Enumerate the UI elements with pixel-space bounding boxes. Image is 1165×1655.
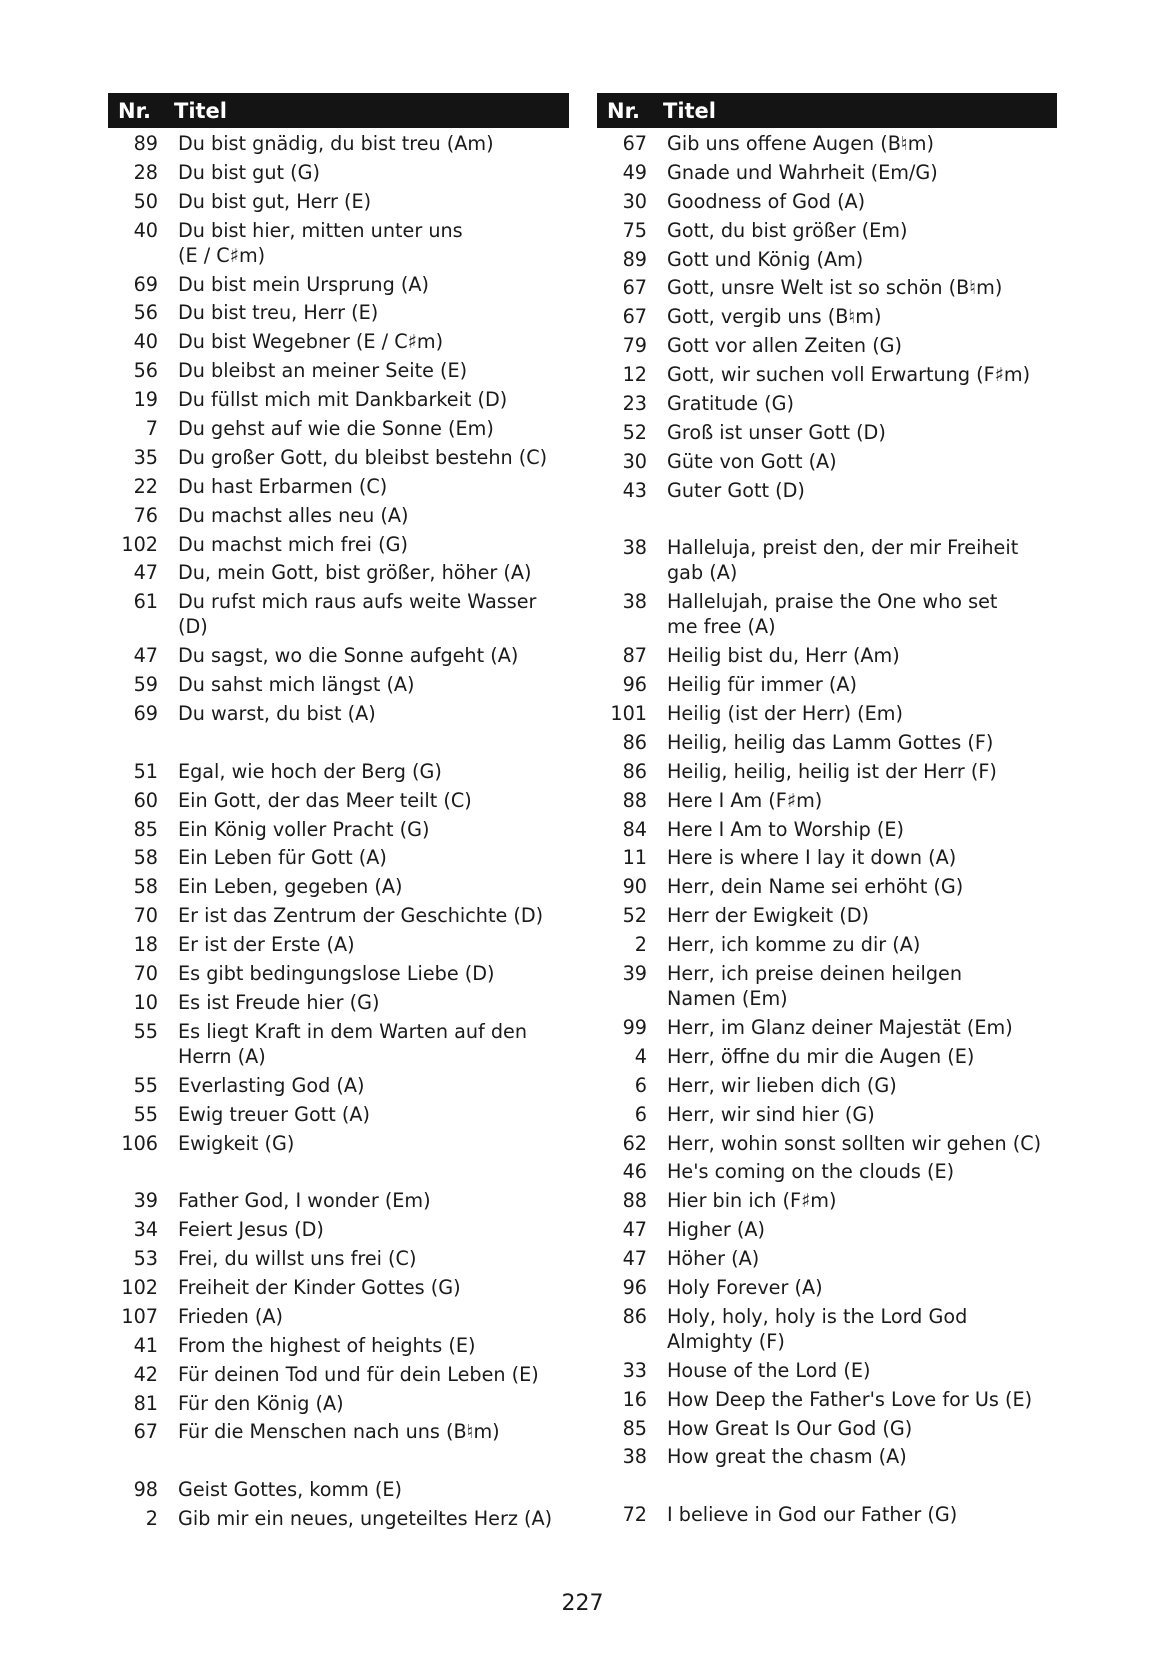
song-number: 2 <box>634 933 647 957</box>
song-number: 52 <box>622 904 647 928</box>
section-gap <box>597 507 1057 536</box>
song-number: 51 <box>133 759 158 783</box>
index-entry <box>108 759 569 784</box>
song-number: 89 <box>622 247 647 271</box>
song-title: Es gibt bedingungslose Liebe (D) <box>178 962 495 986</box>
song-title: Hallelujah, praise the One who set me free (A) <box>667 590 998 639</box>
song-title: Gott, unsre Welt ist so schön (B♮m) <box>667 276 1003 300</box>
song-number: 89 <box>133 132 158 155</box>
song-number: 18 <box>133 933 158 957</box>
index-entry <box>597 759 1057 784</box>
song-title: Es ist Freude hier (G) <box>178 990 380 1014</box>
index-entry <box>108 788 569 813</box>
song-number: 47 <box>622 1247 647 1271</box>
section-gap <box>597 1473 1057 1502</box>
index-entry <box>597 1246 1057 1271</box>
index-entry <box>108 1188 569 1213</box>
song-number: 88 <box>622 1189 647 1213</box>
index-entry <box>597 478 1057 503</box>
index-entry <box>597 1358 1057 1383</box>
header-nr: Nr. <box>607 98 640 123</box>
song-title: Holy Forever (A) <box>667 1275 823 1299</box>
song-number: 41 <box>133 1333 158 1357</box>
song-title: Herr, ich preise deinen heilgen Namen (Em) <box>667 962 963 1011</box>
index-entry <box>108 1246 569 1271</box>
song-title: Du bist gnädig, du bist treu (Am) <box>178 132 494 155</box>
index-entry <box>108 329 569 354</box>
index-entry <box>108 672 569 697</box>
song-number: 46 <box>622 1160 647 1184</box>
song-number: 38 <box>622 536 647 560</box>
index-entry <box>597 874 1057 899</box>
index-entry <box>597 1217 1057 1242</box>
song-number: 42 <box>133 1362 158 1386</box>
header-nr: Nr. <box>118 98 151 123</box>
song-number: 16 <box>622 1387 647 1411</box>
song-number: 33 <box>622 1358 647 1382</box>
section-gap <box>108 1159 569 1188</box>
song-number: 47 <box>622 1218 647 1242</box>
index-entry <box>597 1102 1057 1127</box>
column-header <box>108 93 569 128</box>
song-title: Du warst, du bist (A) <box>178 702 376 726</box>
index-entry <box>108 503 569 528</box>
index-entry <box>108 218 569 268</box>
song-number: 11 <box>622 846 647 870</box>
song-number: 40 <box>133 218 158 242</box>
index-column-left <box>108 93 569 1535</box>
index-entry <box>597 1159 1057 1184</box>
song-title: Du hast Erbarmen (C) <box>178 474 388 498</box>
index-entry <box>108 874 569 899</box>
song-number: 6 <box>634 1073 647 1097</box>
song-number: 67 <box>622 132 647 155</box>
song-title: Here is where I lay it down (A) <box>667 846 957 870</box>
song-number: 85 <box>133 817 158 841</box>
index-entry <box>108 1217 569 1242</box>
song-number: 84 <box>622 817 647 841</box>
song-number: 67 <box>622 276 647 300</box>
index-entry <box>597 420 1057 445</box>
index-entry <box>597 845 1057 870</box>
song-title: Du füllst mich mit Dankbarkeit (D) <box>178 388 508 412</box>
song-number: 56 <box>133 359 158 383</box>
song-title: Du bist mein Ursprung (A) <box>178 272 429 296</box>
song-number: 61 <box>133 590 158 614</box>
song-title: Hier bin ich (F♯m) <box>667 1189 837 1213</box>
index-entry <box>597 333 1057 358</box>
song-title: How great the chasm (A) <box>667 1445 907 1469</box>
song-number: 62 <box>622 1131 647 1155</box>
song-number: 19 <box>133 388 158 412</box>
index-entry <box>597 1073 1057 1098</box>
song-number: 47 <box>133 561 158 585</box>
song-title: Ein König voller Pracht (G) <box>178 817 430 841</box>
index-entry <box>597 362 1057 387</box>
song-title: Du sahst mich längst (A) <box>178 673 415 697</box>
index-entry <box>597 1131 1057 1156</box>
song-title: Father God, I wonder (Em) <box>178 1189 431 1213</box>
index-entry <box>108 589 569 639</box>
song-title: Du bist gut, Herr (E) <box>178 189 372 213</box>
song-number: 7 <box>145 417 158 441</box>
song-number: 34 <box>133 1218 158 1242</box>
index-entry <box>597 1188 1057 1213</box>
song-title: Heilig (ist der Herr) (Em) <box>667 702 903 726</box>
index-entry <box>597 391 1057 416</box>
song-number: 102 <box>121 1275 158 1299</box>
column-header <box>597 93 1057 128</box>
song-title: Gratitude (G) <box>667 392 794 416</box>
index-entry <box>597 817 1057 842</box>
song-number: 70 <box>133 904 158 928</box>
header-title: Titel <box>174 98 228 123</box>
index-entry <box>108 358 569 383</box>
song-title: Du bist treu, Herr (E) <box>178 301 379 325</box>
index-entry <box>597 643 1057 668</box>
song-title: How Great Is Our God (G) <box>667 1416 913 1440</box>
song-number: 4 <box>634 1044 647 1068</box>
song-title: Gott, du bist größer (Em) <box>667 218 908 242</box>
song-title: Goodness of God (A) <box>667 189 866 213</box>
song-number: 76 <box>133 503 158 527</box>
song-number: 50 <box>133 189 158 213</box>
index-entry <box>597 1304 1057 1354</box>
index-entry <box>597 1416 1057 1441</box>
song-number: 59 <box>133 673 158 697</box>
song-number: 67 <box>133 1420 158 1444</box>
index-entry <box>108 1362 569 1387</box>
song-title: Du bist gut (G) <box>178 160 320 184</box>
song-number: 85 <box>622 1416 647 1440</box>
header-title: Titel <box>663 98 717 123</box>
song-title: Güte von Gott (A) <box>667 449 837 473</box>
index-entry <box>108 1477 569 1502</box>
index-entry <box>108 1275 569 1300</box>
song-title: Holy, holy, holy is the Lord God Almighty (F) <box>667 1304 968 1353</box>
song-title: Herr, im Glanz deiner Majestät (Em) <box>667 1015 1013 1039</box>
song-number: 99 <box>622 1015 647 1039</box>
index-entry <box>108 560 569 585</box>
song-title: Geist Gottes, komm (E) <box>178 1478 403 1502</box>
song-number: 43 <box>622 478 647 502</box>
song-title: Herr, ich komme zu dir (A) <box>667 933 921 957</box>
song-number: 98 <box>133 1478 158 1502</box>
song-title: Herr, öffne du mir die Augen (E) <box>667 1044 975 1068</box>
song-number: 58 <box>133 846 158 870</box>
song-title: Er ist der Erste (A) <box>178 933 355 957</box>
index-entry <box>108 1019 569 1069</box>
song-number: 81 <box>133 1391 158 1415</box>
song-title: Du großer Gott, du bleibst bestehn (C) <box>178 445 548 469</box>
song-title: Heilig für immer (A) <box>667 673 858 697</box>
song-number: 23 <box>622 392 647 416</box>
song-title: Herr, wir sind hier (G) <box>667 1102 875 1126</box>
song-title: Freiheit der Kinder Gottes (G) <box>178 1275 461 1299</box>
song-number: 30 <box>622 449 647 473</box>
song-number: 52 <box>622 420 647 444</box>
song-number: 87 <box>622 644 647 668</box>
index-entry <box>597 961 1057 1011</box>
song-title: I believe in God our Father (G) <box>667 1503 958 1527</box>
index-column-right <box>597 93 1057 1531</box>
song-number: 55 <box>133 1019 158 1043</box>
index-entry <box>108 1073 569 1098</box>
index-entry <box>108 903 569 928</box>
index-entry <box>108 1506 569 1531</box>
index-entry <box>108 532 569 557</box>
index-entry <box>597 672 1057 697</box>
song-title: Here I Am (F♯m) <box>667 788 823 812</box>
page-number: 227 <box>561 1591 604 1616</box>
song-number: 58 <box>133 875 158 899</box>
song-title: Guter Gott (D) <box>667 478 805 502</box>
index-entry <box>597 247 1057 272</box>
song-number: 60 <box>133 788 158 812</box>
song-number: 70 <box>133 962 158 986</box>
song-number: 12 <box>622 363 647 387</box>
song-title: Herr, wir lieben dich (G) <box>667 1073 897 1097</box>
index-entry <box>108 131 569 156</box>
song-title: Gott und König (Am) <box>667 247 864 271</box>
song-title: Du bist hier, mitten unter uns (E / C♯m) <box>178 218 463 267</box>
song-number: 72 <box>622 1503 647 1527</box>
index-entry <box>597 903 1057 928</box>
index-entry <box>597 1275 1057 1300</box>
index-entry <box>108 961 569 986</box>
song-title: Du bist Wegebner (E / C♯m) <box>178 330 444 354</box>
song-number: 86 <box>622 1304 647 1328</box>
song-number: 86 <box>622 759 647 783</box>
song-title: He's coming on the clouds (E) <box>667 1160 955 1184</box>
index-entry <box>597 304 1057 329</box>
song-number: 22 <box>133 474 158 498</box>
song-number: 88 <box>622 788 647 812</box>
index-entry <box>597 701 1057 726</box>
entry-list <box>597 131 1057 1527</box>
song-title: Du gehst auf wie die Sonne (Em) <box>178 417 494 441</box>
index-entry <box>597 275 1057 300</box>
song-title: Egal, wie hoch der Berg (G) <box>178 759 442 783</box>
entry-list <box>108 131 569 1531</box>
song-title: Groß ist unser Gott (D) <box>667 420 886 444</box>
index-entry <box>108 445 569 470</box>
index-entry <box>597 1444 1057 1469</box>
index-entry <box>597 589 1057 639</box>
song-number: 69 <box>133 272 158 296</box>
song-number: 67 <box>622 305 647 329</box>
song-number: 106 <box>121 1131 158 1155</box>
index-entry <box>108 1131 569 1156</box>
index-entry <box>597 218 1057 243</box>
song-number: 28 <box>133 160 158 184</box>
song-number: 55 <box>133 1073 158 1097</box>
song-title: Du sagst, wo die Sonne aufgeht (A) <box>178 644 519 668</box>
song-title: Feiert Jesus (D) <box>178 1218 324 1242</box>
index-entry <box>108 932 569 957</box>
song-title: Ewigkeit (G) <box>178 1131 295 1155</box>
song-number: 107 <box>121 1304 158 1328</box>
song-number: 86 <box>622 730 647 754</box>
song-title: Heilig bist du, Herr (Am) <box>667 644 900 668</box>
song-title: Herr der Ewigkeit (D) <box>667 904 870 928</box>
song-title: Du machst mich frei (G) <box>178 532 408 556</box>
song-title: Gib uns offene Augen (B♮m) <box>667 132 934 155</box>
song-number: 75 <box>622 218 647 242</box>
index-entry <box>108 300 569 325</box>
song-number: 39 <box>133 1189 158 1213</box>
song-number: 38 <box>622 1445 647 1469</box>
song-title: Ein Leben, gegeben (A) <box>178 875 403 899</box>
song-number: 96 <box>622 1275 647 1299</box>
index-entry <box>108 643 569 668</box>
song-title: Er ist das Zentrum der Geschichte (D) <box>178 904 544 928</box>
song-title: From the highest of heights (E) <box>178 1333 476 1357</box>
song-number: 35 <box>133 445 158 469</box>
index-entry <box>108 189 569 214</box>
index-entry <box>597 1502 1057 1527</box>
song-number: 10 <box>133 990 158 1014</box>
song-title: Herr, wohin sonst sollten wir gehen (C) <box>667 1131 1042 1155</box>
song-title: Ewig treuer Gott (A) <box>178 1102 371 1126</box>
index-entry <box>108 1304 569 1329</box>
index-entry <box>108 272 569 297</box>
index-entry <box>597 160 1057 185</box>
index-entry <box>108 387 569 412</box>
index-entry <box>597 449 1057 474</box>
song-title: Heilig, heilig, heilig ist der Herr (F) <box>667 759 997 783</box>
song-number: 69 <box>133 702 158 726</box>
song-title: Es liegt Kraft in dem Warten auf den Herrn (A) <box>178 1019 528 1068</box>
song-title: Gott, vergib uns (B♮m) <box>667 305 882 329</box>
song-title: Frei, du willst uns frei (C) <box>178 1247 417 1271</box>
song-title: Du rufst mich raus aufs weite Wasser (D) <box>178 590 537 639</box>
song-title: Gib mir ein neues, ungeteiltes Herz (A) <box>178 1507 553 1531</box>
song-number: 40 <box>133 330 158 354</box>
index-entry <box>108 845 569 870</box>
song-title: Du bleibst an meiner Seite (E) <box>178 359 468 383</box>
index-entry <box>597 1044 1057 1069</box>
song-number: 39 <box>622 962 647 986</box>
song-number: 79 <box>622 334 647 358</box>
song-title: Ein Leben für Gott (A) <box>178 846 387 870</box>
song-title: How Deep the Father's Love for Us (E) <box>667 1387 1033 1411</box>
song-number: 102 <box>121 532 158 556</box>
section-gap <box>108 730 569 759</box>
song-number: 38 <box>622 590 647 614</box>
song-number: 55 <box>133 1102 158 1126</box>
index-entry <box>597 131 1057 156</box>
index-entry <box>597 535 1057 585</box>
song-title: Everlasting God (A) <box>178 1073 365 1097</box>
index-entry <box>108 160 569 185</box>
song-title: Gott, wir suchen voll Erwartung (F♯m) <box>667 363 1031 387</box>
section-gap <box>108 1448 569 1477</box>
song-title: Gott vor allen Zeiten (G) <box>667 334 903 358</box>
song-title: House of the Lord (E) <box>667 1358 871 1382</box>
index-entry <box>108 701 569 726</box>
song-number: 101 <box>610 702 647 726</box>
index-entry <box>108 1333 569 1358</box>
song-title: Gnade und Wahrheit (Em/G) <box>667 160 938 184</box>
index-entry <box>108 1419 569 1444</box>
song-number: 30 <box>622 189 647 213</box>
index-entry <box>597 730 1057 755</box>
index-entry <box>108 1391 569 1416</box>
song-title: Frieden (A) <box>178 1304 284 1328</box>
song-title: Du machst alles neu (A) <box>178 503 409 527</box>
song-title: Du, mein Gott, bist größer, höher (A) <box>178 561 532 585</box>
song-number: 56 <box>133 301 158 325</box>
song-title: Höher (A) <box>667 1247 760 1271</box>
song-title: Für deinen Tod und für dein Leben (E) <box>178 1362 539 1386</box>
song-title: Ein Gott, der das Meer teilt (C) <box>178 788 472 812</box>
index-entry <box>597 788 1057 813</box>
song-number: 2 <box>145 1507 158 1531</box>
index-entry <box>597 932 1057 957</box>
index-entry <box>108 1102 569 1127</box>
song-title: Heilig, heilig das Lamm Gottes (F) <box>667 730 994 754</box>
song-number: 53 <box>133 1247 158 1271</box>
song-number: 49 <box>622 160 647 184</box>
index-entry <box>597 1015 1057 1040</box>
song-title: Für den König (A) <box>178 1391 344 1415</box>
song-title: Für die Menschen nach uns (B♮m) <box>178 1420 500 1444</box>
index-entry <box>108 474 569 499</box>
song-number: 6 <box>634 1102 647 1126</box>
index-entry <box>597 189 1057 214</box>
song-title: Halleluja, preist den, der mir Freiheit gab (A) <box>667 536 1019 585</box>
song-title: Higher (A) <box>667 1218 765 1242</box>
song-number: 47 <box>133 644 158 668</box>
index-entry <box>108 817 569 842</box>
song-title: Here I Am to Worship (E) <box>667 817 904 841</box>
song-number: 96 <box>622 673 647 697</box>
index-entry <box>108 990 569 1015</box>
index-entry <box>597 1387 1057 1412</box>
song-title: Herr, dein Name sei erhöht (G) <box>667 875 964 899</box>
index-entry <box>108 416 569 441</box>
song-number: 90 <box>622 875 647 899</box>
